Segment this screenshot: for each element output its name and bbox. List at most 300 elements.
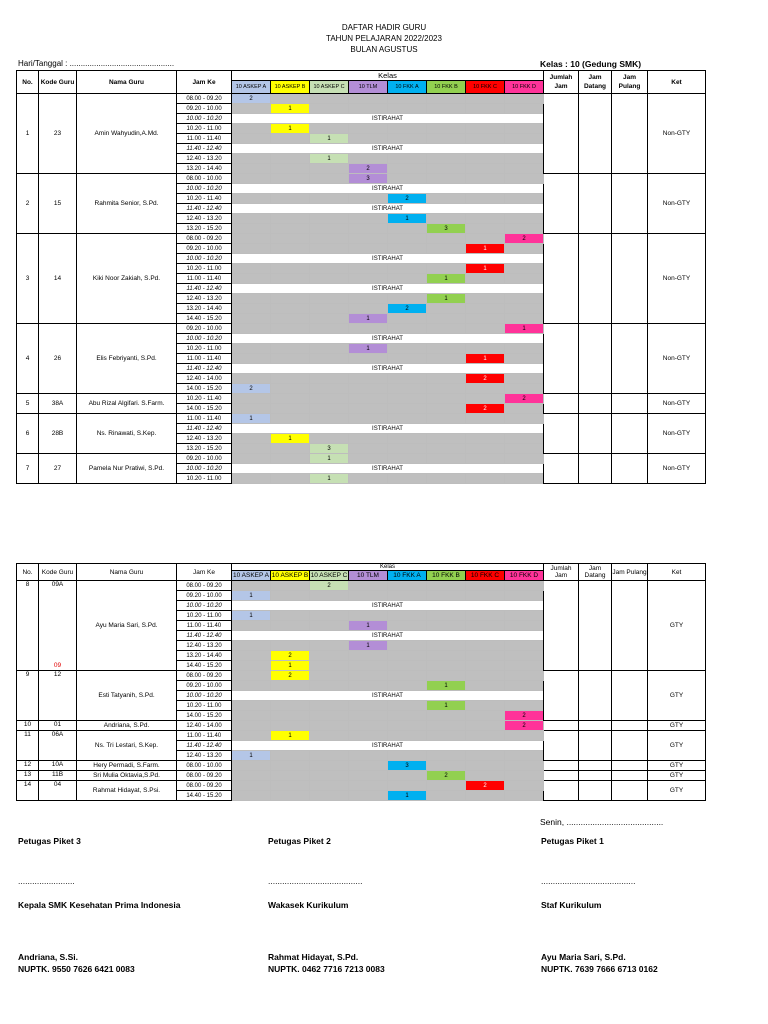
empty-cell: [427, 611, 466, 621]
empty-cell: [505, 154, 544, 164]
empty-cell: [388, 591, 427, 601]
table-row: [17, 761, 706, 771]
empty-cell: [349, 681, 388, 691]
col-header-jamke: Jam Ke: [177, 71, 232, 94]
teacher-name: Elis Febriyanti, S.Pd.: [77, 324, 177, 394]
empty-cell: [466, 164, 505, 174]
empty-cell: [427, 244, 466, 254]
col-header-no: No.: [17, 564, 39, 581]
row-number: 3: [17, 234, 39, 324]
empty-cell: [349, 214, 388, 224]
lesson-time: 10.20 - 11.00: [177, 701, 232, 711]
lesson-time: 10.00 - 10.20: [177, 254, 232, 264]
row-number: 13: [17, 771, 39, 781]
table-row: [17, 781, 706, 791]
empty-cell: [271, 781, 310, 791]
empty-cell: [310, 324, 349, 334]
empty-cell: [388, 711, 427, 721]
empty-cell: [505, 591, 544, 601]
empty-cell: [310, 384, 349, 394]
empty-cell: [466, 234, 505, 244]
empty-cell: [388, 611, 427, 621]
lesson-hours-cell: 1: [427, 681, 466, 691]
empty-cell: [505, 781, 544, 791]
lesson-hours-cell: 1: [388, 791, 427, 801]
arrival-time: [579, 324, 612, 394]
empty-cell: [505, 581, 544, 591]
empty-cell: [388, 174, 427, 184]
empty-cell: [310, 641, 349, 651]
lesson-time: 10.20 - 11.00: [177, 344, 232, 354]
empty-cell: [505, 134, 544, 144]
class-header: 10 TLM: [349, 81, 388, 94]
departure-time: [612, 94, 648, 174]
empty-cell: [505, 701, 544, 711]
col-header-no: No.: [17, 71, 39, 94]
empty-cell: [310, 164, 349, 174]
teacher-code-value: 14: [53, 275, 62, 282]
arrival-time: [579, 414, 612, 454]
col-header-nama: Nama Guru: [77, 564, 177, 581]
empty-cell: [427, 661, 466, 671]
empty-cell: [232, 294, 271, 304]
empty-cell: [388, 454, 427, 464]
empty-cell: [466, 661, 505, 671]
lesson-time: 08.00 - 09.20: [177, 771, 232, 781]
lesson-hours-cell: 1: [466, 264, 505, 274]
signature-col-1: [18, 836, 81, 846]
empty-cell: [310, 711, 349, 721]
empty-cell: [427, 104, 466, 114]
lesson-hours-cell: 1: [310, 454, 349, 464]
status-note: GTY: [648, 721, 706, 731]
break-label: ISTIRAHAT: [232, 204, 544, 214]
lesson-hours-cell: 1: [271, 731, 310, 741]
lesson-time: 12.40 - 13.20: [177, 294, 232, 304]
lesson-time: 12.40 - 14.00: [177, 374, 232, 384]
col-header-kelas: Kelas: [232, 71, 544, 81]
empty-cell: [505, 611, 544, 621]
empty-cell: [271, 164, 310, 174]
empty-cell: [349, 384, 388, 394]
empty-cell: [466, 384, 505, 394]
total-hours: [544, 234, 579, 324]
table-row: [17, 174, 706, 184]
empty-cell: [232, 761, 271, 771]
empty-cell: [310, 661, 349, 671]
lesson-time: 14.00 - 15.20: [177, 384, 232, 394]
empty-cell: [232, 651, 271, 661]
signature-line: ........................................: [541, 876, 636, 886]
empty-cell: [232, 234, 271, 244]
empty-cell: [232, 444, 271, 454]
lesson-time: 10.00 - 10.20: [177, 184, 232, 194]
header-row: [17, 71, 706, 81]
empty-cell: [232, 701, 271, 711]
empty-cell: [349, 234, 388, 244]
lesson-time: 10.00 - 10.20: [177, 464, 232, 474]
empty-cell: [466, 581, 505, 591]
empty-cell: [310, 214, 349, 224]
empty-cell: [427, 354, 466, 364]
total-hours: [544, 581, 579, 671]
class-header: 10 FKK C: [466, 81, 505, 94]
empty-cell: [388, 781, 427, 791]
lesson-time: 08.00 - 09.20: [177, 671, 232, 681]
empty-cell: [505, 94, 544, 104]
lesson-hours-cell: 1: [310, 474, 349, 484]
lesson-time: 09.20 - 10.00: [177, 244, 232, 254]
empty-cell: [466, 771, 505, 781]
empty-cell: [271, 771, 310, 781]
lesson-time: 11.40 - 12.40: [177, 204, 232, 214]
empty-cell: [466, 444, 505, 454]
empty-cell: [232, 344, 271, 354]
empty-cell: [349, 154, 388, 164]
empty-cell: [388, 414, 427, 424]
empty-cell: [505, 214, 544, 224]
empty-cell: [310, 761, 349, 771]
lesson-hours-cell: 1: [271, 661, 310, 671]
status-note: GTY: [648, 771, 706, 781]
empty-cell: [505, 434, 544, 444]
empty-cell: [232, 194, 271, 204]
teacher-code-value: 23: [53, 130, 62, 137]
empty-cell: [349, 591, 388, 601]
empty-cell: [505, 671, 544, 681]
empty-cell: [232, 681, 271, 691]
empty-cell: [271, 621, 310, 631]
empty-cell: [349, 224, 388, 234]
empty-cell: [271, 194, 310, 204]
teacher-name: Rahmat Hidayat, S.Psi.: [77, 781, 177, 801]
empty-cell: [271, 384, 310, 394]
empty-cell: [466, 454, 505, 464]
empty-cell: [349, 394, 388, 404]
empty-cell: [271, 454, 310, 464]
empty-cell: [271, 751, 310, 761]
role-label: Staf Kurikulum: [541, 900, 602, 910]
lesson-time: 08.00 - 10.00: [177, 174, 232, 184]
empty-cell: [232, 134, 271, 144]
empty-cell: [505, 661, 544, 671]
empty-cell: [310, 104, 349, 114]
empty-cell: [232, 274, 271, 284]
col-header-ket: Ket: [648, 71, 706, 94]
col-header-pulang: Jam Pulang: [612, 564, 648, 581]
table-row: [17, 581, 706, 591]
empty-cell: [466, 154, 505, 164]
teacher-code: [39, 94, 77, 174]
empty-cell: [505, 621, 544, 631]
status-note: Non-GTY: [648, 454, 706, 484]
status-note: GTY: [648, 581, 706, 671]
teacher-code: [39, 581, 77, 671]
empty-cell: [505, 294, 544, 304]
class-header: 10 ASKEP A: [232, 572, 270, 579]
teacher-code: [39, 771, 77, 781]
lesson-hours-cell: 2: [232, 94, 271, 104]
empty-cell: [505, 761, 544, 771]
empty-cell: [349, 661, 388, 671]
empty-cell: [271, 154, 310, 164]
signer-id: NUPTK. 9550 7626 6421 0083: [18, 964, 135, 974]
empty-cell: [388, 394, 427, 404]
empty-cell: [232, 314, 271, 324]
empty-cell: [271, 581, 310, 591]
break-label: ISTIRAHAT: [232, 741, 544, 751]
break-label: ISTIRAHAT: [232, 254, 544, 264]
empty-cell: [466, 394, 505, 404]
lesson-time: 10.20 - 11.00: [177, 611, 232, 621]
empty-cell: [466, 194, 505, 204]
class-header: 10 FKK A: [388, 571, 427, 581]
class-label: Kelas : 10 (Gedung SMK): [540, 59, 642, 69]
teacher-name: Amin Wahyudin,A.Md.: [77, 94, 177, 174]
break-label: ISTIRAHAT: [232, 631, 544, 641]
empty-cell: [427, 154, 466, 164]
empty-cell: [310, 671, 349, 681]
empty-cell: [427, 621, 466, 631]
empty-cell: [310, 314, 349, 324]
lesson-hours-cell: 2: [505, 721, 544, 731]
empty-cell: [349, 711, 388, 721]
departure-time: [612, 771, 648, 781]
empty-cell: [466, 591, 505, 601]
lesson-hours-cell: 1: [388, 214, 427, 224]
empty-cell: [388, 274, 427, 284]
departure-time: [612, 234, 648, 324]
teacher-name: Abu Rizal Algifari. S.Farm.: [77, 394, 177, 414]
teacher-code: [39, 671, 77, 721]
empty-cell: [271, 174, 310, 184]
empty-cell: [388, 264, 427, 274]
empty-cell: [271, 324, 310, 334]
table-row: [17, 771, 706, 781]
empty-cell: [427, 314, 466, 324]
empty-cell: [232, 374, 271, 384]
empty-cell: [271, 224, 310, 234]
empty-cell: [388, 234, 427, 244]
empty-cell: [310, 94, 349, 104]
row-number: 5: [17, 394, 39, 414]
empty-cell: [427, 214, 466, 224]
table-row: [17, 234, 706, 244]
empty-cell: [505, 164, 544, 174]
empty-cell: [310, 264, 349, 274]
teacher-code-value: 28B: [51, 430, 64, 437]
col-header-kelas: Kelas: [232, 564, 544, 571]
arrival-time: [579, 731, 612, 761]
departure-time: [612, 761, 648, 771]
empty-cell: [232, 781, 271, 791]
empty-cell: [466, 414, 505, 424]
teacher-name: Pamela Nur Pratiwi, S.Pd.: [77, 454, 177, 484]
empty-cell: [388, 244, 427, 254]
empty-cell: [505, 454, 544, 464]
empty-cell: [505, 304, 544, 314]
attendance-table-1: [16, 70, 706, 484]
empty-cell: [505, 274, 544, 284]
total-hours: [544, 781, 579, 801]
empty-cell: [388, 581, 427, 591]
empty-cell: [427, 581, 466, 591]
teacher-code: [39, 394, 77, 414]
status-note: Non-GTY: [648, 394, 706, 414]
empty-cell: [271, 394, 310, 404]
departure-time: [612, 454, 648, 484]
empty-cell: [232, 621, 271, 631]
row-number: 1: [17, 94, 39, 174]
break-label: ISTIRAHAT: [232, 284, 544, 294]
empty-cell: [310, 404, 349, 414]
empty-cell: [466, 641, 505, 651]
empty-cell: [427, 711, 466, 721]
total-hours: [544, 721, 579, 731]
lesson-time: 12.40 - 13.20: [177, 751, 232, 761]
empty-cell: [349, 651, 388, 661]
empty-cell: [427, 94, 466, 104]
empty-cell: [388, 324, 427, 334]
class-header: 10 ASKEP C: [310, 81, 349, 94]
empty-cell: [427, 454, 466, 464]
empty-cell: [310, 791, 349, 801]
departure-time: [612, 414, 648, 454]
teacher-code-alt: 09: [53, 662, 62, 669]
lesson-hours-cell: 1: [349, 344, 388, 354]
lesson-hours-cell: 2: [310, 581, 349, 591]
empty-cell: [310, 721, 349, 731]
signer-name: Rahmat Hidayat, S.Pd.: [268, 952, 359, 962]
empty-cell: [427, 761, 466, 771]
lesson-hours-cell: 3: [349, 174, 388, 184]
teacher-name: Rahmita Senior, S.Pd.: [77, 174, 177, 234]
teacher-code: [39, 414, 77, 454]
empty-cell: [388, 294, 427, 304]
total-hours: [544, 731, 579, 761]
empty-cell: [310, 274, 349, 284]
lesson-hours-cell: 1: [349, 314, 388, 324]
status-note: GTY: [648, 781, 706, 801]
empty-cell: [232, 164, 271, 174]
empty-cell: [505, 244, 544, 254]
empty-cell: [505, 731, 544, 741]
empty-cell: [271, 354, 310, 364]
empty-cell: [271, 294, 310, 304]
empty-cell: [349, 474, 388, 484]
row-number: 10: [17, 721, 39, 731]
arrival-time: [579, 174, 612, 234]
empty-cell: [232, 214, 271, 224]
status-note: Non-GTY: [648, 234, 706, 324]
lesson-time: 13.20 - 15.20: [177, 224, 232, 234]
empty-cell: [427, 164, 466, 174]
empty-cell: [310, 611, 349, 621]
col-header-jamke: Jam Ke: [177, 564, 232, 581]
lesson-hours-cell: 2: [466, 404, 505, 414]
empty-cell: [349, 244, 388, 254]
lesson-hours-cell: 3: [310, 444, 349, 454]
empty-cell: [349, 671, 388, 681]
empty-cell: [505, 414, 544, 424]
empty-cell: [505, 681, 544, 691]
empty-cell: [349, 581, 388, 591]
lesson-time: 11.00 - 11.40: [177, 134, 232, 144]
empty-cell: [388, 621, 427, 631]
empty-cell: [505, 384, 544, 394]
empty-cell: [310, 174, 349, 184]
empty-cell: [310, 434, 349, 444]
class-header: 10 ASKEP C: [310, 572, 348, 579]
title-line-2: TAHUN PELAJARAN 2022/2023: [326, 34, 442, 43]
break-label: ISTIRAHAT: [232, 464, 544, 474]
empty-cell: [427, 444, 466, 454]
total-hours: [544, 394, 579, 414]
table-row: [17, 394, 706, 404]
empty-cell: [427, 264, 466, 274]
lesson-hours-cell: 1: [427, 701, 466, 711]
col-header-nama: Nama Guru: [77, 71, 177, 94]
empty-cell: [388, 374, 427, 384]
status-note: Non-GTY: [648, 174, 706, 234]
lesson-hours-cell: 2: [505, 711, 544, 721]
empty-cell: [310, 781, 349, 791]
lesson-time: 13.20 - 14.40: [177, 304, 232, 314]
lesson-hours-cell: 1: [349, 641, 388, 651]
empty-cell: [271, 761, 310, 771]
total-hours: [544, 174, 579, 234]
empty-cell: [388, 344, 427, 354]
empty-cell: [271, 134, 310, 144]
lesson-time: 11.00 - 11.40: [177, 274, 232, 284]
empty-cell: [427, 344, 466, 354]
empty-cell: [505, 751, 544, 761]
empty-cell: [388, 444, 427, 454]
empty-cell: [271, 444, 310, 454]
teacher-code: [39, 781, 77, 801]
empty-cell: [349, 414, 388, 424]
empty-cell: [466, 651, 505, 661]
empty-cell: [232, 641, 271, 651]
empty-cell: [349, 454, 388, 464]
lesson-time: 11.40 - 12.40: [177, 741, 232, 751]
teacher-name: Andriana, S.Pd.: [77, 721, 177, 731]
lesson-time: 10.20 - 11.00: [177, 264, 232, 274]
empty-cell: [349, 791, 388, 801]
row-number: 9: [17, 671, 39, 721]
teacher-code: [39, 454, 77, 484]
lesson-time: 11.00 - 11.40: [177, 414, 232, 424]
empty-cell: [310, 621, 349, 631]
class-header: 10 FKK B: [427, 81, 466, 94]
lesson-time: 09.20 - 10.00: [177, 454, 232, 464]
status-note: GTY: [648, 761, 706, 771]
lesson-hours-cell: 3: [427, 224, 466, 234]
empty-cell: [310, 591, 349, 601]
empty-cell: [466, 174, 505, 184]
empty-cell: [349, 374, 388, 384]
empty-cell: [310, 234, 349, 244]
lesson-time: 09.20 - 10.00: [177, 324, 232, 334]
empty-cell: [232, 771, 271, 781]
empty-cell: [349, 274, 388, 284]
empty-cell: [388, 671, 427, 681]
empty-cell: [349, 751, 388, 761]
empty-cell: [388, 434, 427, 444]
lesson-hours-cell: 2: [232, 384, 271, 394]
empty-cell: [466, 751, 505, 761]
lesson-time: 14.40 - 15.20: [177, 661, 232, 671]
